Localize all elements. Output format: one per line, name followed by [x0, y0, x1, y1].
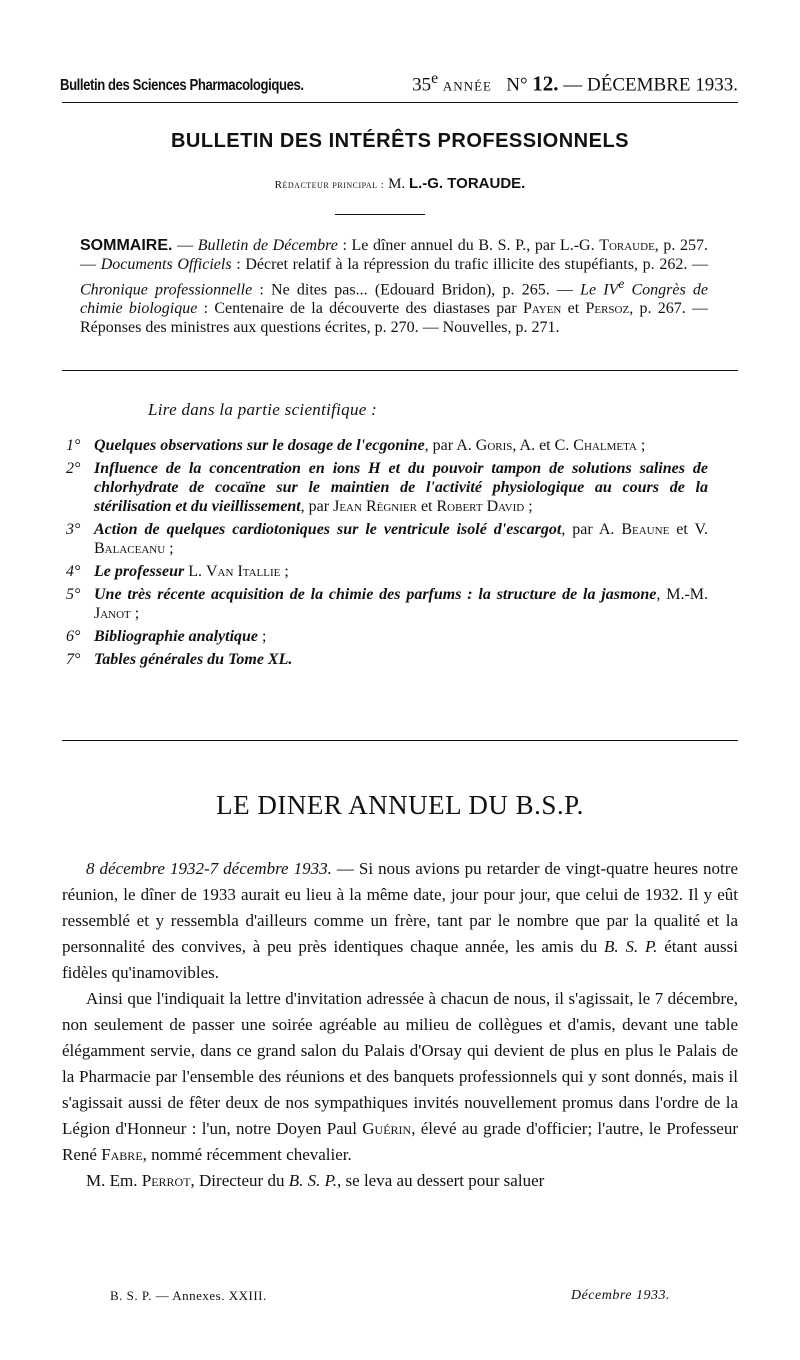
article-title: LE DINER ANNUEL DU B.S.P. — [216, 790, 584, 820]
sommaire-author: Payen — [522, 300, 562, 318]
sommaire-text: : Ne dites pas... (Edouard Bridon), p. 265. — — [252, 281, 581, 299]
toc-author: Jean Régnier — [333, 498, 417, 515]
redacteur-line — [0, 175, 800, 193]
toc-title: Quelques observations sur le dosage de l'ecgonine — [94, 437, 425, 454]
lire-title: Lire dans la partie scientifique : — [148, 400, 378, 419]
toc-text: ; — [280, 563, 289, 580]
section-rule — [62, 740, 738, 741]
toc-number: 2° — [66, 460, 81, 477]
article-text: M. Em. — [86, 1171, 142, 1190]
sommaire-italic: Le IV — [580, 281, 619, 299]
toc-title: Action de quelques cardiotoniques sur le ventricule isolé d'escargot — [94, 521, 562, 538]
toc-title: Tables générales du Tome XL. — [94, 651, 293, 668]
sommaire-author: Toraude — [599, 237, 655, 254]
toc-author: Van Itallie — [206, 563, 281, 580]
toc-author: Beaune — [621, 521, 670, 538]
issue-date: — DÉCEMBRE 1933. — [563, 74, 738, 96]
toc-text: , par A. — [424, 437, 476, 454]
toc-number: 4° — [66, 563, 81, 580]
toc-number: 1° — [66, 437, 81, 454]
issue-info — [412, 70, 738, 96]
toc-text: et V. — [669, 521, 708, 538]
toc-title: Bibliographie analytique — [94, 628, 259, 645]
sommaire-text: : Centenaire de la découverte des diastases par — [197, 300, 523, 318]
article-italic: B. S. P. — [288, 1171, 338, 1190]
toc-item — [66, 436, 708, 455]
toc-author: Robert David — [436, 498, 525, 515]
issue-annee: ANNÉE — [442, 78, 492, 94]
article-name: Fabre — [101, 1145, 143, 1164]
bulletin-title: BULLETIN DES INTÉRÊTS PROFESSIONNELS — [170, 130, 630, 152]
toc-text: et — [416, 498, 437, 515]
toc-number: 5° — [66, 586, 81, 603]
sommaire-italic: Chronique professionnelle — [80, 281, 253, 299]
sommaire-text: : Décret relatif à la répression du trafic illicite des stupéfiants, p. 262. — — [231, 256, 709, 273]
toc-text: ; — [130, 605, 140, 622]
toc-number: 3° — [66, 521, 81, 538]
toc-author: Balaceanu — [94, 540, 166, 557]
running-head — [60, 70, 738, 96]
article-text: — Si nous avions pu retarder de vingt-quatre heures notre réunion, le dîner de 1933 aurait eu lieu à la même date, jour pour jour, que celui de 1932. Il y eût ressemblé et y ressembla d'ailleurs comme un frère, tant par le nombre que par la qualité et la personnalité des convives, à peu près identiques chaque année, les amis du — [62, 859, 738, 956]
sommaire-italic: Congrès de chimie biologique — [80, 281, 709, 318]
toc-number: 6° — [66, 628, 81, 645]
sommaire-italic: Documents Officiels — [100, 256, 232, 273]
toc-item — [66, 459, 708, 516]
toc-item — [66, 562, 708, 581]
toc-title: Le professeur — [94, 563, 185, 580]
toc-item — [66, 627, 708, 646]
section-rule — [62, 370, 738, 371]
toc-text: ; — [636, 437, 646, 454]
sommaire-text: et — [561, 300, 586, 318]
redacteur-initial: M. — [388, 176, 406, 192]
article-name: Guérin — [362, 1119, 412, 1138]
short-rule — [335, 214, 425, 215]
article-text: , nommé récemment chevalier. — [142, 1145, 352, 1164]
toc-author: Chalmeta — [573, 437, 637, 454]
header-rule — [62, 102, 738, 103]
paragraph — [62, 986, 738, 1168]
issue-year: 35 — [412, 74, 432, 96]
sommaire-label: SOMMAIRE. — [80, 237, 173, 254]
article-text: Ainsi que l'indiquait la lettre d'invitation adressée à chacun de nous, il s'agissait, le 7 décembre, non seulement de passer une soirée agréable au milieu de collègues et d'amis, devant une table élégamment servie, dans ce grand salon du Palais d'Orsay qui devient de plus en plus le Palais de la Pharmacie par l'ensemble des réunions et des banquets professionnels qui y sont donnés, mais il s'agissait aussi de fêter deux de nos sympathiques invités nouvellement promus dans l'ordre de la Légion d'Honneur : l'un, notre Doyen Paul — [62, 989, 738, 1138]
toc-author: Goris — [475, 437, 513, 454]
toc-item — [66, 520, 708, 558]
toc-item — [66, 650, 708, 669]
sommaire-text: : Le dîner annuel du B. S. P., par L.-G. — [337, 237, 600, 254]
sommaire-author: Persoz — [585, 300, 630, 318]
journal-title: Bulletin des Sciences Pharmacologiques. — [60, 77, 304, 95]
paragraph — [62, 1168, 738, 1194]
toc-text: ; — [258, 628, 267, 645]
issue-year-sup: e — [431, 70, 439, 87]
sommaire — [80, 236, 708, 337]
sommaire-text: , p. 267. — Réponses des ministres aux questions écrites, p. 270. — Nouvelles, p. 271. — [80, 300, 709, 337]
toc-author: Janot — [94, 605, 131, 622]
footer-left: B. S. P. — Annexes. XXIII. — [110, 1288, 267, 1303]
toc-number: 7° — [66, 651, 81, 668]
toc-text: , M.-M. — [656, 586, 708, 603]
sommaire-italic: Bulletin de Décembre — [197, 237, 338, 254]
toc-title: Une très récente acquisition de la chimie des parfums : la structure de la jasmone — [94, 586, 657, 603]
toc-text: ; — [524, 498, 533, 515]
sommaire-text: — — [172, 237, 198, 254]
article-body — [62, 856, 738, 1194]
article-text: , élevé au grade d'officier; l'autre, le Professeur René — [62, 1119, 738, 1164]
page-footer — [110, 1288, 670, 1304]
toc-text: , par A. — [561, 521, 622, 538]
toc-text: ; — [165, 540, 174, 557]
article-text: étant aussi fidèles qu'inamovibles. — [62, 937, 739, 982]
toc-text: L. — [184, 563, 206, 580]
issue-number: 12. — [532, 71, 559, 96]
article-text: , Directeur du — [190, 1171, 289, 1190]
toc-item — [66, 585, 708, 623]
issue-no-label: N° — [506, 74, 528, 96]
scientific-contents — [66, 436, 708, 673]
redacteur-name: L.-G. TORAUDE. — [408, 175, 526, 192]
sommaire-text: , p. 257. — — [80, 237, 709, 273]
toc-title: Influence de la concentration en ions H et du pouvoir tampon de solutions salines de chlorhydrate de cocaïne sur le maintien de l'activité physiologique au cours de la stérilisation et du vieillissement — [94, 460, 708, 515]
toc-text: , A. et C. — [512, 437, 574, 454]
article-name: Perrot — [141, 1171, 191, 1190]
paragraph — [62, 856, 738, 986]
article-text: , se leva au dessert pour saluer — [337, 1171, 545, 1190]
article-italic: B. S. P. — [604, 937, 658, 956]
sommaire-sup: e — [618, 276, 625, 291]
article-italic: 8 décembre 1932-7 décembre 1933. — [86, 859, 332, 878]
redacteur-label: Rédacteur principal : — [274, 179, 385, 191]
toc-text: , par — [300, 498, 334, 515]
footer-right: Décembre 1933. — [570, 1288, 670, 1303]
